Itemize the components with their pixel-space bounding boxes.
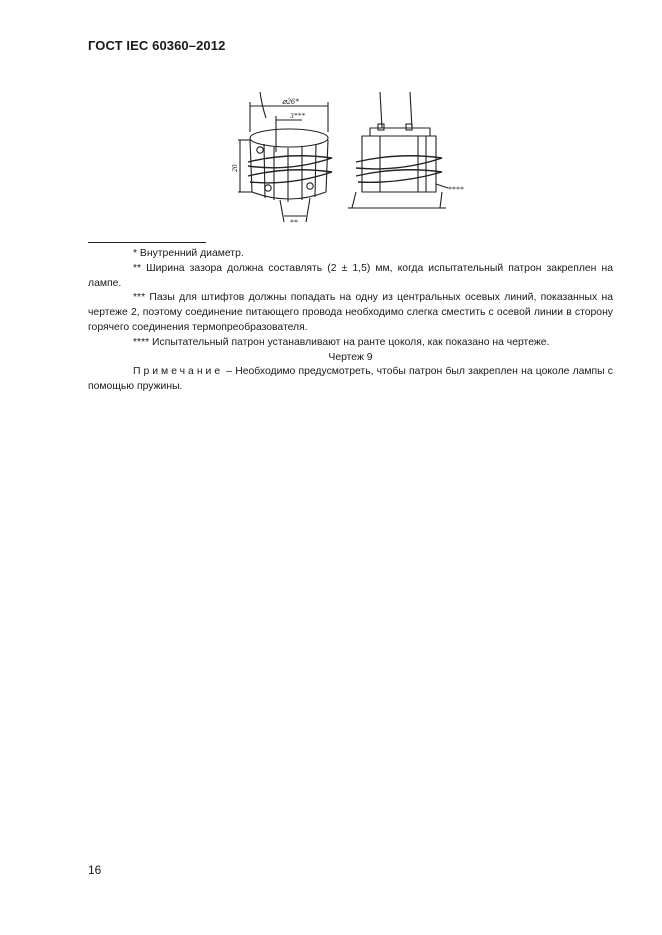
socket-top xyxy=(370,128,430,136)
document-header: ГОСТ IEC 60360–2012 xyxy=(88,38,226,53)
pin-hole xyxy=(257,147,263,153)
drawing-9-svg xyxy=(230,92,480,232)
label-offset: **** xyxy=(448,185,464,194)
footnote-1: * Внутренний диаметр. xyxy=(133,248,244,259)
supply-wire xyxy=(260,92,266,118)
pin-hole xyxy=(265,185,271,191)
note-label: Примечание xyxy=(133,366,224,378)
socket-body xyxy=(362,136,436,192)
footnote-4: **** Испытательный патрон устанавливают на ранте цоколя, как показано на чертеже. xyxy=(133,336,550,348)
pin-hole xyxy=(307,183,313,189)
spring-coil-2 xyxy=(248,170,332,183)
page-number: 16 xyxy=(88,863,102,877)
figure-caption: Чертеж 9 xyxy=(328,351,373,363)
note-paragraph xyxy=(88,365,613,395)
lamp-base xyxy=(352,192,442,208)
drawing-9 xyxy=(230,92,480,232)
spring-coil-right-2 xyxy=(356,170,442,183)
label-gap: 3*** xyxy=(290,111,305,120)
label-slot: ** xyxy=(290,218,298,227)
footnote-3: *** Пазы для штифтов должны попадать на одну из центральных осевых линий, показанных на чертеже 2, поэтому соединение питающего провода необходимо слегка сместить с осевой линии в сторону горячего соединения термопреобразователя. xyxy=(88,292,613,333)
footnote-separator xyxy=(88,242,206,243)
spring-coil-right-1 xyxy=(356,156,442,169)
note-text: – Необходимо предусмотреть, чтобы патрон был закреплен на цоколе лампы с помощью пружины. xyxy=(88,366,613,393)
label-height: 20 xyxy=(230,164,239,172)
footnotes-block xyxy=(88,247,613,395)
footnote-2: ** Ширина зазора должна составлять (2 ± 1,5) мм, когда испытательный патрон закреплен на лампе. xyxy=(88,262,613,289)
cylinder-right-wall xyxy=(326,140,328,192)
spring-coil-1 xyxy=(248,156,332,168)
label-diameter: ⌀26* xyxy=(282,97,299,106)
